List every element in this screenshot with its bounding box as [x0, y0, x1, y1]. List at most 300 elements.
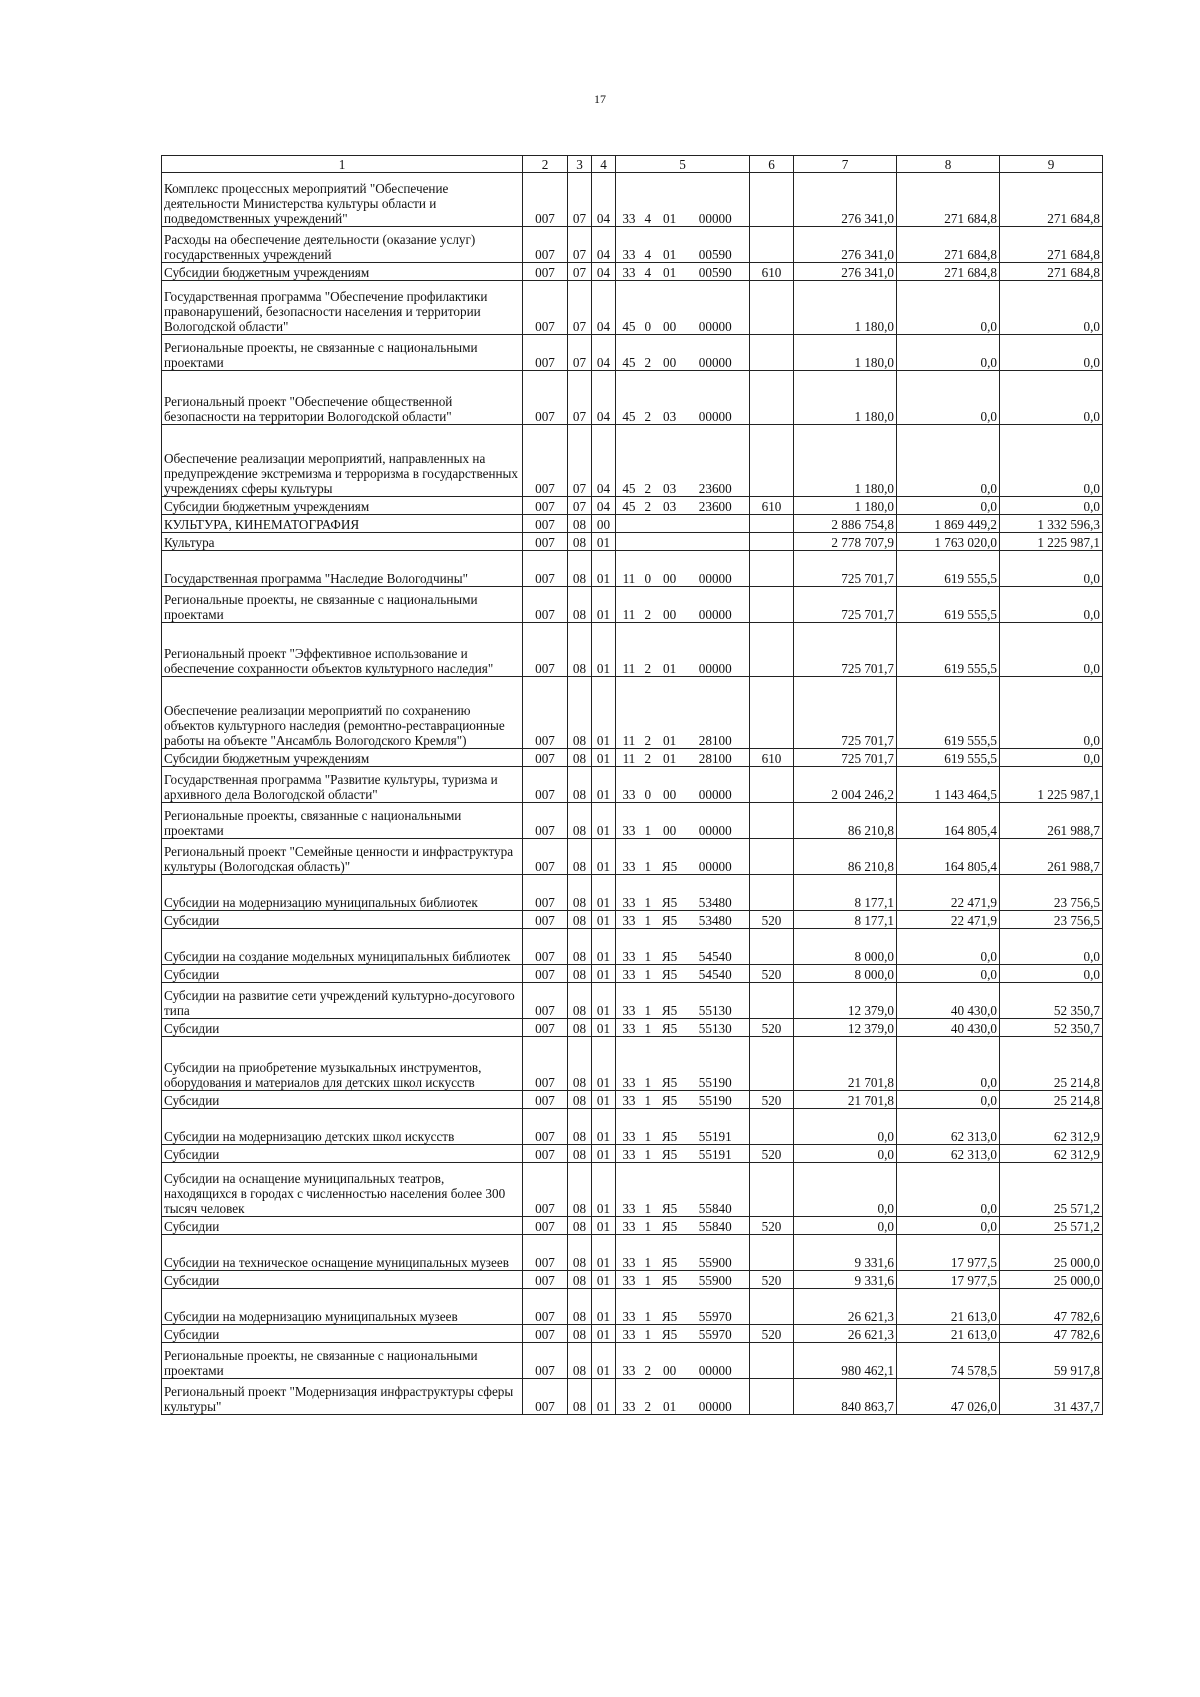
row-amount-col8: 1 869 449,2 — [897, 515, 1000, 533]
row-amount-col8: 62 313,0 — [897, 1145, 1000, 1163]
target-article-part: Я5 — [661, 1129, 678, 1144]
table-row — [162, 677, 1103, 749]
target-article-part: 00 — [663, 319, 677, 334]
table-row — [162, 1037, 1103, 1091]
row-code-target-article — [616, 767, 750, 803]
row-code-gr: 007 — [523, 173, 568, 227]
row-code-expense-type: 520 — [750, 1217, 794, 1235]
row-code-section: 08 — [568, 1019, 592, 1037]
target-article-part: 54540 — [698, 967, 732, 982]
table-row — [162, 929, 1103, 965]
target-article-parts — [618, 1399, 747, 1414]
row-amount-col7: 1 180,0 — [794, 335, 897, 371]
target-article-part: 01 — [663, 247, 677, 262]
target-article-part: 33 — [622, 211, 636, 226]
row-code-section: 08 — [568, 1109, 592, 1145]
row-code-subsection: 01 — [592, 1235, 616, 1271]
table-row — [162, 227, 1103, 263]
row-amount-col7: 1 180,0 — [794, 371, 897, 425]
row-amount-col7: 1 180,0 — [794, 497, 897, 515]
row-code-subsection: 01 — [592, 677, 616, 749]
target-article-part: 00000 — [698, 823, 732, 838]
row-code-target-article — [616, 1289, 750, 1325]
row-amount-col7: 8 000,0 — [794, 929, 897, 965]
row-name-cell: Субсидии — [162, 1325, 523, 1343]
target-article-parts — [618, 661, 747, 676]
target-article-part: 33 — [622, 1021, 636, 1036]
row-code-section: 07 — [568, 425, 592, 497]
target-article-part: 00 — [663, 355, 677, 370]
row-amount-col7: 725 701,7 — [794, 551, 897, 587]
row-code-subsection: 01 — [592, 767, 616, 803]
table-row — [162, 1271, 1103, 1289]
row-code-target-article — [616, 497, 750, 515]
row-code-section: 08 — [568, 587, 592, 623]
row-code-section: 08 — [568, 929, 592, 965]
row-code-target-article — [616, 875, 750, 911]
target-article-part: 01 — [663, 211, 677, 226]
row-code-section: 08 — [568, 1325, 592, 1343]
row-code-gr: 007 — [523, 1379, 568, 1415]
target-article-part: 55840 — [698, 1219, 732, 1234]
target-article-part: 00000 — [698, 355, 732, 370]
row-amount-col9: 47 782,6 — [1000, 1325, 1103, 1343]
row-amount-col8: 619 555,5 — [897, 551, 1000, 587]
target-article-part: Я5 — [661, 895, 678, 910]
row-code-subsection: 04 — [592, 497, 616, 515]
table-row — [162, 371, 1103, 425]
target-article-part: 4 — [644, 265, 652, 280]
row-code-subsection: 01 — [592, 875, 616, 911]
row-amount-col8: 40 430,0 — [897, 1019, 1000, 1037]
row-code-expense-type — [750, 1379, 794, 1415]
row-amount-col8: 62 313,0 — [897, 1109, 1000, 1145]
page-number: 17 — [594, 92, 606, 106]
target-article-part: 1 — [644, 949, 652, 964]
row-code-target-article — [616, 1379, 750, 1415]
row-code-expense-type — [750, 1163, 794, 1217]
row-code-subsection: 01 — [592, 623, 616, 677]
row-code-expense-type: 520 — [750, 965, 794, 983]
target-article-part: 45 — [622, 499, 636, 514]
row-amount-col9: 0,0 — [1000, 497, 1103, 515]
target-article-part: Я5 — [661, 1219, 678, 1234]
row-amount-col7: 12 379,0 — [794, 983, 897, 1019]
row-amount-col9: 25 571,2 — [1000, 1217, 1103, 1235]
table-row — [162, 1289, 1103, 1325]
row-code-gr: 007 — [523, 227, 568, 263]
row-amount-col8: 271 684,8 — [897, 173, 1000, 227]
budget-table — [161, 155, 1103, 1415]
row-name-cell: Субсидии бюджетным учреждениям — [162, 749, 523, 767]
target-article-part: 00 — [663, 607, 677, 622]
row-amount-col9: 0,0 — [1000, 965, 1103, 983]
target-article-part: 01 — [663, 661, 677, 676]
row-code-subsection: 01 — [592, 1145, 616, 1163]
table-row — [162, 173, 1103, 227]
target-article-part: 1 — [644, 913, 652, 928]
row-code-expense-type — [750, 1037, 794, 1091]
row-name-cell: Субсидии на модернизацию детских школ искусств — [162, 1109, 523, 1145]
header-row — [162, 156, 1103, 173]
target-article-parts — [618, 571, 747, 586]
row-code-expense-type — [750, 551, 794, 587]
target-article-parts — [618, 1327, 747, 1342]
target-article-parts — [618, 1129, 747, 1144]
row-code-target-article — [616, 371, 750, 425]
row-code-subsection: 01 — [592, 1037, 616, 1091]
row-code-target-article — [616, 839, 750, 875]
target-article-part: 33 — [622, 1201, 636, 1216]
target-article-part: 1 — [644, 1129, 652, 1144]
target-article-part: 00000 — [698, 607, 732, 622]
row-code-target-article — [616, 749, 750, 767]
row-amount-col8: 74 578,5 — [897, 1343, 1000, 1379]
table-row — [162, 1091, 1103, 1109]
row-code-expense-type: 520 — [750, 1145, 794, 1163]
row-amount-col7: 86 210,8 — [794, 803, 897, 839]
row-amount-col8: 271 684,8 — [897, 227, 1000, 263]
table-row — [162, 1235, 1103, 1271]
target-article-part: 33 — [622, 1075, 636, 1090]
row-code-gr: 007 — [523, 263, 568, 281]
row-code-gr: 007 — [523, 1235, 568, 1271]
table-row — [162, 263, 1103, 281]
row-amount-col9: 271 684,8 — [1000, 227, 1103, 263]
target-article-part: Я5 — [661, 967, 678, 982]
row-code-gr: 007 — [523, 677, 568, 749]
table-row — [162, 551, 1103, 587]
row-code-subsection: 01 — [592, 983, 616, 1019]
row-amount-col9: 0,0 — [1000, 677, 1103, 749]
target-article-part: 00000 — [698, 787, 732, 802]
table-row — [162, 803, 1103, 839]
target-article-part: 2 — [644, 661, 652, 676]
target-article-part: 33 — [622, 1255, 636, 1270]
row-code-gr: 007 — [523, 1019, 568, 1037]
row-code-expense-type — [750, 281, 794, 335]
target-article-part: 33 — [622, 859, 636, 874]
row-code-target-article — [616, 965, 750, 983]
target-article-parts — [618, 787, 747, 802]
target-article-part: 33 — [622, 895, 636, 910]
table-row — [162, 1379, 1103, 1415]
target-article-part: 33 — [622, 1003, 636, 1018]
row-amount-col9: 47 782,6 — [1000, 1289, 1103, 1325]
row-name-cell: Субсидии — [162, 1091, 523, 1109]
row-amount-col7: 12 379,0 — [794, 1019, 897, 1037]
target-article-parts — [618, 733, 747, 748]
row-code-subsection: 01 — [592, 749, 616, 767]
row-code-section: 08 — [568, 551, 592, 587]
table-row — [162, 767, 1103, 803]
target-article-part: 33 — [622, 1129, 636, 1144]
target-article-parts — [618, 1093, 747, 1108]
row-code-gr: 007 — [523, 1289, 568, 1325]
target-article-parts — [618, 1273, 747, 1288]
target-article-part: Я5 — [661, 1309, 678, 1324]
row-code-expense-type — [750, 803, 794, 839]
row-amount-col9: 0,0 — [1000, 929, 1103, 965]
target-article-part: Я5 — [661, 949, 678, 964]
row-name-cell: Расходы на обеспечение деятельности (оказание услуг) государственных учреждений — [162, 227, 523, 263]
row-code-subsection: 04 — [592, 371, 616, 425]
row-code-target-article — [616, 1109, 750, 1145]
target-article-parts — [618, 355, 747, 370]
row-amount-col8: 0,0 — [897, 497, 1000, 515]
target-article-part: 53480 — [698, 913, 732, 928]
row-amount-col7: 2 886 754,8 — [794, 515, 897, 533]
target-article-part: 55840 — [698, 1201, 732, 1216]
row-code-subsection: 00 — [592, 515, 616, 533]
row-code-expense-type: 610 — [750, 749, 794, 767]
row-amount-col8: 17 977,5 — [897, 1235, 1000, 1271]
target-article-part: 55900 — [698, 1255, 732, 1270]
row-code-target-article — [616, 1019, 750, 1037]
row-amount-col7: 8 177,1 — [794, 875, 897, 911]
table-row — [162, 1145, 1103, 1163]
row-code-expense-type — [750, 677, 794, 749]
row-code-expense-type — [750, 983, 794, 1019]
row-amount-col8: 164 805,4 — [897, 803, 1000, 839]
row-code-gr: 007 — [523, 1217, 568, 1235]
target-article-part: Я5 — [661, 1093, 678, 1108]
target-article-part: 1 — [644, 967, 652, 982]
row-amount-col8: 21 613,0 — [897, 1289, 1000, 1325]
row-code-expense-type — [750, 875, 794, 911]
row-code-subsection: 01 — [592, 1343, 616, 1379]
column-header-6: 6 — [750, 156, 794, 173]
target-article-part: 1 — [644, 1075, 652, 1090]
target-article-part: 2 — [644, 499, 652, 514]
target-article-part: 2 — [644, 607, 652, 622]
row-amount-col7: 276 341,0 — [794, 263, 897, 281]
target-article-parts — [618, 409, 747, 424]
row-code-target-article — [616, 173, 750, 227]
row-name-cell: Комплекс процессных мероприятий "Обеспечение деятельности Министерства культуры области и подведомственных учреждений" — [162, 173, 523, 227]
row-name-cell: Субсидии на приобретение музыкальных инструментов, оборудования и материалов для детских школ искусств — [162, 1037, 523, 1091]
row-code-section: 08 — [568, 803, 592, 839]
target-article-part: Я5 — [661, 1003, 678, 1018]
row-code-target-article — [616, 1091, 750, 1109]
row-code-target-article — [616, 983, 750, 1019]
target-article-parts — [618, 499, 747, 514]
row-name-cell: КУЛЬТУРА, КИНЕМАТОГРАФИЯ — [162, 515, 523, 533]
row-code-section: 08 — [568, 1037, 592, 1091]
row-amount-col8: 0,0 — [897, 371, 1000, 425]
row-amount-col9: 31 437,7 — [1000, 1379, 1103, 1415]
row-code-section: 08 — [568, 911, 592, 929]
row-code-subsection: 04 — [592, 263, 616, 281]
row-name-cell: Субсидии — [162, 1217, 523, 1235]
row-name-cell: Региональный проект "Обеспечение общественной безопасности на территории Вологодской области" — [162, 371, 523, 425]
target-article-part: 00000 — [698, 409, 732, 424]
target-article-part: 1 — [644, 1255, 652, 1270]
target-article-part: Я5 — [661, 1327, 678, 1342]
row-code-target-article — [616, 1325, 750, 1343]
target-article-part: 11 — [622, 733, 636, 748]
row-code-subsection: 04 — [592, 173, 616, 227]
target-article-part: 00000 — [698, 661, 732, 676]
row-name-cell: Государственная программа "Обеспечение профилактики правонарушений, безопасности населения и территории Вологодской области" — [162, 281, 523, 335]
row-amount-col9: 0,0 — [1000, 551, 1103, 587]
column-header-7: 7 — [794, 156, 897, 173]
row-code-gr: 007 — [523, 497, 568, 515]
target-article-part: 01 — [663, 1399, 677, 1414]
target-article-parts — [618, 319, 747, 334]
row-amount-col9: 271 684,8 — [1000, 263, 1103, 281]
table-row — [162, 515, 1103, 533]
row-code-gr: 007 — [523, 281, 568, 335]
target-article-part: 33 — [622, 823, 636, 838]
target-article-part: 1 — [644, 1093, 652, 1108]
row-amount-col7: 26 621,3 — [794, 1289, 897, 1325]
target-article-part: 2 — [644, 481, 652, 496]
target-article-part: 1 — [644, 859, 652, 874]
row-amount-col9: 52 350,7 — [1000, 1019, 1103, 1037]
target-article-parts — [618, 949, 747, 964]
row-code-section: 08 — [568, 515, 592, 533]
row-code-target-article — [616, 1271, 750, 1289]
row-amount-col8: 271 684,8 — [897, 263, 1000, 281]
row-name-cell: Государственная программа "Наследие Вологодчины" — [162, 551, 523, 587]
row-code-expense-type — [750, 1235, 794, 1271]
target-article-part: 33 — [622, 1399, 636, 1414]
row-name-cell: Обеспечение реализации мероприятий по сохранению объектов культурного наследия (ремонтно-реставрационные работы на объекте "Ансамбль Вологодского Кремля") — [162, 677, 523, 749]
target-article-part: 00590 — [698, 265, 732, 280]
row-code-gr: 007 — [523, 803, 568, 839]
row-code-section: 08 — [568, 749, 592, 767]
target-article-part: 1 — [644, 895, 652, 910]
row-code-gr: 007 — [523, 767, 568, 803]
row-name-cell: Субсидии — [162, 1145, 523, 1163]
target-article-part: 2 — [644, 751, 652, 766]
row-code-subsection: 01 — [592, 929, 616, 965]
target-article-part: 00000 — [698, 211, 732, 226]
row-amount-col9: 0,0 — [1000, 623, 1103, 677]
target-article-part: 0 — [644, 571, 652, 586]
target-article-part: 00 — [663, 823, 677, 838]
row-code-target-article — [616, 803, 750, 839]
row-code-section: 08 — [568, 1289, 592, 1325]
row-code-target-article — [616, 335, 750, 371]
table-row — [162, 875, 1103, 911]
target-article-part: 00590 — [698, 247, 732, 262]
table-row — [162, 983, 1103, 1019]
target-article-part: 1 — [644, 1003, 652, 1018]
row-code-expense-type — [750, 623, 794, 677]
target-article-part: 1 — [644, 823, 652, 838]
target-article-part: 1 — [644, 1309, 652, 1324]
target-article-part: 00000 — [698, 859, 732, 874]
row-amount-col8: 0,0 — [897, 1217, 1000, 1235]
row-code-target-article — [616, 929, 750, 965]
row-code-section: 07 — [568, 335, 592, 371]
row-amount-col7: 9 331,6 — [794, 1235, 897, 1271]
target-article-part: Я5 — [661, 1075, 678, 1090]
row-code-subsection: 01 — [592, 965, 616, 983]
target-article-part: 55190 — [698, 1075, 732, 1090]
table-body — [162, 173, 1103, 1415]
row-code-section: 07 — [568, 173, 592, 227]
row-code-target-article — [616, 1163, 750, 1217]
row-code-gr: 007 — [523, 1163, 568, 1217]
target-article-parts — [618, 751, 747, 766]
row-amount-col9: 0,0 — [1000, 425, 1103, 497]
row-code-section: 08 — [568, 1217, 592, 1235]
row-amount-col9: 0,0 — [1000, 587, 1103, 623]
table-row — [162, 1019, 1103, 1037]
row-amount-col7: 0,0 — [794, 1163, 897, 1217]
row-amount-col9: 25 000,0 — [1000, 1235, 1103, 1271]
row-code-gr: 007 — [523, 533, 568, 551]
row-code-expense-type — [750, 587, 794, 623]
row-code-target-article — [616, 281, 750, 335]
row-amount-col8: 619 555,5 — [897, 749, 1000, 767]
row-code-subsection: 01 — [592, 1091, 616, 1109]
target-article-part: Я5 — [661, 859, 678, 874]
row-code-section: 07 — [568, 497, 592, 515]
target-article-part: 00000 — [698, 1399, 732, 1414]
target-article-part: 33 — [622, 1363, 636, 1378]
target-article-part: Я5 — [661, 1147, 678, 1162]
row-amount-col8: 17 977,5 — [897, 1271, 1000, 1289]
target-article-part: 00 — [663, 1363, 677, 1378]
row-name-cell: Субсидии на модернизацию муниципальных библиотек — [162, 875, 523, 911]
table-row — [162, 965, 1103, 983]
row-code-expense-type — [750, 533, 794, 551]
row-code-gr: 007 — [523, 839, 568, 875]
row-amount-col9: 0,0 — [1000, 749, 1103, 767]
row-code-expense-type — [750, 425, 794, 497]
row-code-expense-type — [750, 335, 794, 371]
row-name-cell: Субсидии — [162, 1019, 523, 1037]
row-code-gr: 007 — [523, 587, 568, 623]
row-amount-col9: 52 350,7 — [1000, 983, 1103, 1019]
target-article-parts — [618, 1219, 747, 1234]
target-article-part: 2 — [644, 355, 652, 370]
row-code-target-article — [616, 677, 750, 749]
target-article-part: 2 — [644, 1399, 652, 1414]
row-code-target-article — [616, 227, 750, 263]
row-code-expense-type — [750, 1289, 794, 1325]
target-article-parts — [618, 1021, 747, 1036]
row-code-subsection: 04 — [592, 227, 616, 263]
row-amount-col9: 1 225 987,1 — [1000, 767, 1103, 803]
row-code-gr: 007 — [523, 335, 568, 371]
target-article-part: 1 — [644, 1327, 652, 1342]
table-row — [162, 749, 1103, 767]
table-row — [162, 839, 1103, 875]
target-article-part: 0 — [644, 787, 652, 802]
target-article-parts — [618, 1363, 747, 1378]
row-code-gr: 007 — [523, 983, 568, 1019]
target-article-part: 33 — [622, 787, 636, 802]
table-row — [162, 335, 1103, 371]
row-name-cell: Субсидии на развитие сети учреждений культурно-досугового типа — [162, 983, 523, 1019]
row-amount-col9: 0,0 — [1000, 371, 1103, 425]
row-code-target-article — [616, 1037, 750, 1091]
row-code-subsection: 01 — [592, 587, 616, 623]
row-amount-col9: 62 312,9 — [1000, 1109, 1103, 1145]
row-amount-col7: 725 701,7 — [794, 623, 897, 677]
row-code-gr: 007 — [523, 875, 568, 911]
row-amount-col9: 0,0 — [1000, 281, 1103, 335]
row-amount-col9: 25 214,8 — [1000, 1091, 1103, 1109]
target-article-parts — [618, 895, 747, 910]
row-amount-col9: 25 214,8 — [1000, 1037, 1103, 1091]
row-name-cell: Субсидии бюджетным учреждениям — [162, 497, 523, 515]
